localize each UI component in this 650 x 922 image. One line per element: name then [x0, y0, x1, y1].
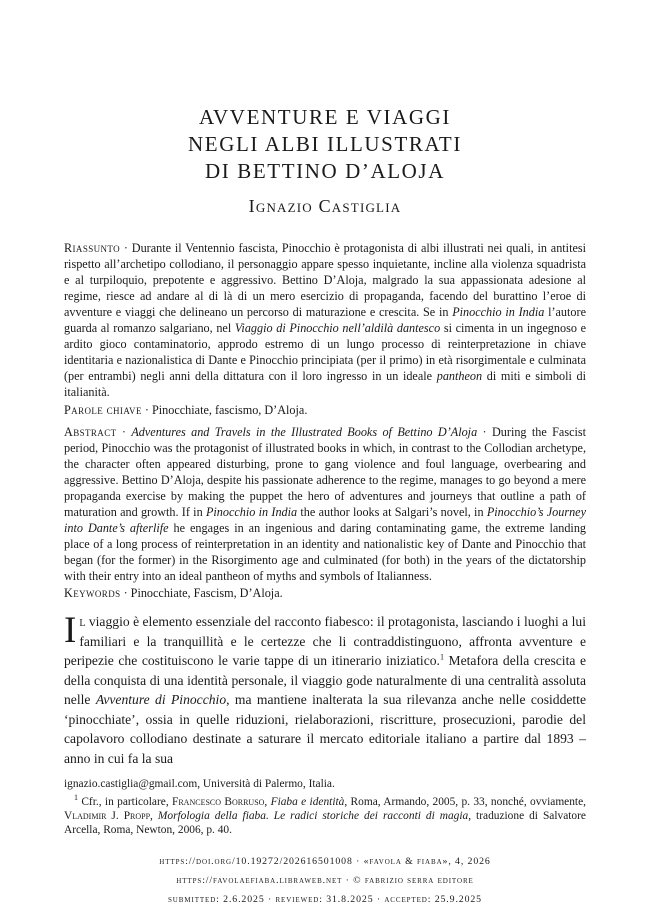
footnote-ref-1[interactable]: 1 — [439, 652, 444, 662]
riassunto-italic-2: Viaggio di Pinocchio nell’aldilà dantesco — [234, 321, 441, 335]
title-line-1: AVVENTURE E VIAGGI — [198, 105, 451, 129]
doi-line[interactable]: https://doi.org/10.19272/202616501008 · «favola & fiaba», 4, 2026 — [159, 856, 491, 867]
footnote-1 — [64, 795, 586, 838]
riassunto-text-2: l’autore guarda al romanzo salgariano, nel — [64, 305, 586, 335]
abstract-text-3: he engages in an ingenious and daring contaminating game, the extreme landing place of a long process of reinterpretation in an identity and nationalistic key of Dante and Pinocchio that began (for the former) in the Risorgimento age and culminated (for both) in the years of the dictatorship with their entry into an ideal pantheon of myths and symbols of Italianness. — [64, 521, 587, 583]
riassunto-text-4: di miti e simboli di italianità. — [64, 369, 586, 399]
abstract-text-2: the author looks at Salgari’s novel, in — [297, 505, 487, 519]
parole-chiave-text: Pinocchiate, fascismo, D’Aloja. — [152, 403, 308, 417]
riassunto-italic-1: Pinocchio in India — [452, 305, 545, 319]
footnote-1-italic-2: Morfologia della fiaba. Le radici storiche dei racconti di magia — [157, 810, 469, 823]
riassunto-text-1: Durante il Ventennio fascista, Pinocchio è protagonista di albi illustrati nei quali, in antitesi rispetto all’archetipo collodiano, il personaggio appare spesso inquietante, incline alla violenza squadrista e al turpiloquio, prepotente e aggressivo. Bettino D’Aloja, malgrado la sua appassionata adesione al regime, riesce ad andare al di là di un mero esercizio di propaganda, facendo del burattino l’eroe di avventure e viaggi che delineano un percorso di maturazione e crescita. Se in — [64, 241, 586, 319]
abstract-italic-2: Pinocchio’s Journey into Dante’s afterlife — [64, 505, 586, 535]
parole-chiave — [64, 402, 586, 418]
abstract-label: Abstract — [64, 425, 117, 439]
riassunto-text-3: si cimenta in un ingegnoso e ardito gioco contaminatorio, approdo estremo di un lungo processo di reinterpretazione in chiave identitaria e nazionalistica di Dante e Pinocchio principiata (per il primo) in età risorgimentale e culminata (per entrambi) negli anni della dittatura con il loro ingresso in un ideale — [64, 321, 586, 383]
website-line[interactable]: https://favolaefiaba.libraweb.net · © fabrizio serra editore — [176, 875, 474, 886]
body-text-2: Metafora della crescita e della conquista di una identità personale, il viaggio gode naturalmente di una centralità assoluta nelle — [64, 653, 586, 707]
body-text-3: , ma mantiene inalterata la sua rilevanza anche nelle cosiddette ‘pinocchiate’, ossia in quelle riduzioni, rielaborazioni, riscritture, prosecuzioni, parodie del capolavoro collodiano destinate a saturare il mercato editoriale italiano a partire dal 1893 – anno in cui fa la sua — [64, 692, 586, 766]
affiliation-note: ignazio.castiglia@gmail.com, Università di Palermo, Italia. — [64, 778, 335, 790]
riassunto-separator: · — [120, 241, 132, 255]
footnote-1-text-4: , — [150, 810, 158, 823]
footnote-1-number: 1 — [74, 793, 78, 803]
abstract-paragraph — [64, 424, 586, 584]
article-title — [0, 104, 650, 185]
footnote-1-text-1: Cfr., in particolare, — [78, 796, 173, 808]
footnote-1-text-5: , traduzione di Salvatore Arcella, Roma, Newton, 2006, p. 40. — [64, 810, 586, 837]
abstract-separator: · — [116, 425, 132, 439]
author-name: Ignazio Castiglia — [248, 196, 402, 216]
footnote-1-author-2: Vladimir J. Propp — [64, 810, 151, 823]
footnote-1-text-2: , — [264, 796, 271, 808]
abstract-text-1: · During the Fascist period, Pinocchio was the protagonist of illustrated books in which, in contrast to the Collodian archetype, the character often appeared disturbing, prone to gang violence and foul language, overbearing and aggressive. Bettino D’Aloja, despite his passionate adherence to the regime, manages to go beyond a mere propaganda exercise by making the puppet the hero of adventures and journeys that outline a path of maturation and growth. If in — [64, 425, 587, 519]
body-paragraph — [64, 612, 586, 768]
riassunto-italic-3: pantheon — [436, 369, 483, 383]
footnote-1-author-1: Francesco Borruso — [172, 796, 265, 808]
submission-dates: submitted: 2.6.2025 · reviewed: 31.8.2025 · accepted: 25.9.2025 — [168, 894, 482, 905]
keywords-text: Pinocchiate, Fascism, D’Aloja. — [130, 586, 283, 600]
abstract-title-italic: Adventures and Travels in the Illustrated Books of Bettino D’Aloja — [131, 425, 478, 439]
parole-chiave-label: Parole chiave — [64, 403, 142, 417]
riassunto-label: Riassunto — [64, 241, 121, 255]
footnote-1-text-3: , Roma, Armando, 2005, p. 33, nonché, ovviamente, — [344, 796, 586, 808]
keywords-separator: · — [120, 586, 131, 600]
parole-chiave-separator: · — [141, 403, 153, 417]
keywords — [64, 585, 586, 601]
abstract-italic-1: Pinocchio in India — [205, 505, 298, 519]
body-italic-1: Avventure di Pinocchio — [95, 692, 227, 707]
footnote-1-italic-1: Fiaba e identità — [270, 796, 345, 808]
title-line-2: NEGLI ALBI ILLUSTRATI — [188, 132, 462, 156]
body-text-1: viaggio è elemento essenziale del racconto fiabesco: il protagonista, lasciando i luoghi a lui familiari e la tranquillità e le certezze che li contraddistinguono, affronta avventure e peripezie che costituiscono le varie tappe di un itinerario iniziatico. — [64, 614, 586, 668]
riassunto-paragraph — [64, 240, 586, 400]
drop-cap: I — [64, 610, 77, 651]
title-line-3: DI BETTINO D’ALOJA — [205, 159, 445, 183]
keywords-label: Keywords — [64, 586, 121, 600]
body-first-letters: l — [79, 614, 86, 629]
